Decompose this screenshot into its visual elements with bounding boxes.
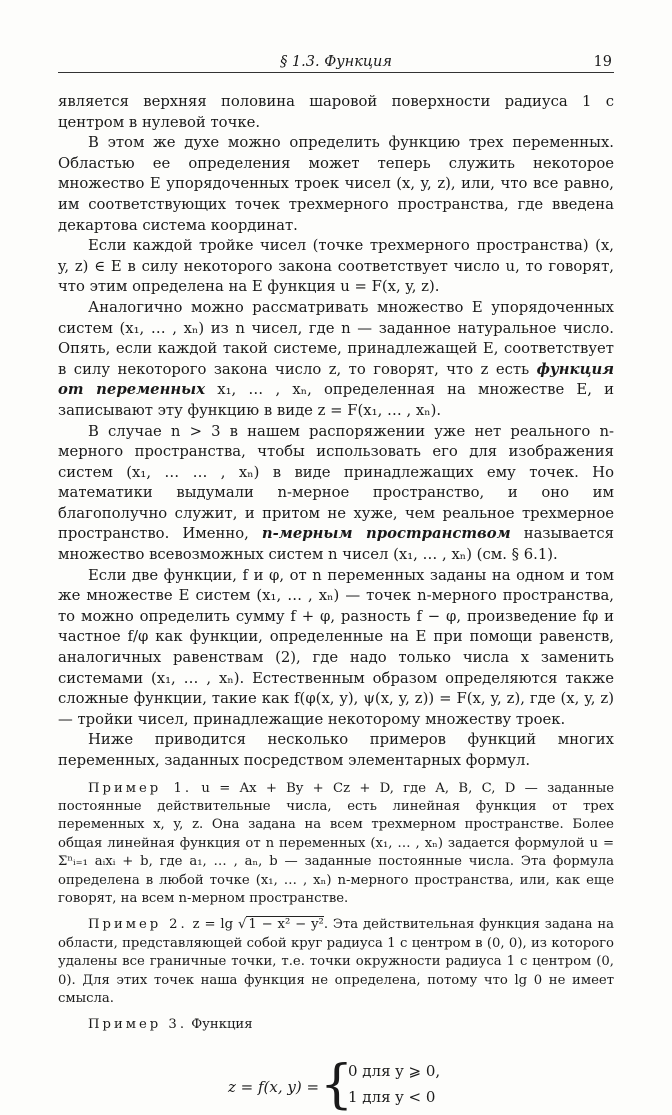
paragraph-text: В случае n > 3 в нашем распоряжении уже нет реального n-мерного пространства, чтобы использовать его для изображения систем (x₁, … … , xₙ) в виде принадлежащих ему точек. Но математики выдумали n-мерное пространство, и оно им благополучно служит, и притом не хуже, чем реальное трехмерное пространство. Именно,	[58, 422, 614, 543]
paragraph: В этом же духе можно определить функцию трех переменных. Областью ее определения может теперь служить некоторое множество E упорядоченных троек чисел (x, y, z), или, что все равно, им соответствующих точек трехмерного пространства, где введена декартова система координат.	[58, 134, 614, 234]
example-label: Пример 3.	[88, 1017, 188, 1033]
page-number: 19	[593, 54, 612, 70]
paragraph: Если две функции, f и φ, от n переменных заданы на одном и том же множестве E систем (x₁, … , xₙ) — точек n-мерного пространства, то можно определить сумму f + φ, разность f − φ, произведение fφ и частное f/φ как функции, определенные на E при помощи равенств, аналогичных равенствам (2), где надо только числа x заменить системами (x₁, … , xₙ). Естественным образом определяются также сложные функции, такие как f(φ(x, y), ψ(x, y, z)) = F(x, y, z), где (x, y, z) — тройки чисел, принадлежащие некоторому множеству троек.	[58, 566, 614, 728]
example-label: Пример 1.	[88, 780, 193, 796]
paragraph: Ниже приводится несколько примеров функций многих переменных, заданных посредством элементарных формул.	[58, 731, 614, 769]
example-2	[58, 916, 614, 1008]
paragraph: является верхняя половина шаровой поверхности радиуса 1 с центром в нулевой точке.	[58, 93, 614, 131]
example-3	[58, 1016, 614, 1034]
example-text: z = lg	[187, 917, 238, 933]
example-1	[58, 780, 614, 909]
paragraph-text: x₁, … , xₙ, определенная на множестве E, и записывают эту функцию в виде z = F(x₁, … , xₙ).	[58, 381, 614, 419]
example-text: . Эта действительная функция задана на области, представляющей собой круг радиуса 1 с центром в (0, 0), из которого удалены все граничные точки, т.е. точки окружности радиуса 1 с центром (0, 0). Для этих точек наша функция не определена, потому что lg 0 не имеет смысла.	[58, 917, 615, 1007]
defined-term: функция от переменных	[58, 360, 614, 399]
section-title: § 1.3. Функция	[280, 54, 392, 70]
equation-case-1: 0 для y ⩾ 0,	[348, 1061, 441, 1080]
page-body	[58, 92, 614, 1113]
example-text: Функция	[187, 1017, 253, 1033]
sqrt-sign: √	[237, 917, 247, 933]
paragraph	[58, 422, 614, 566]
paragraph	[58, 298, 614, 422]
equation-case-2: 1 для y < 0	[348, 1087, 436, 1106]
example-label: Пример 2.	[88, 917, 188, 933]
piecewise-equation	[58, 1054, 614, 1115]
equation-brace: {	[320, 1054, 354, 1115]
running-header	[58, 54, 614, 73]
example-text: u = Ax + By + Cz + D, где A, B, C, D — заданные постоянные действительные числа, есть линейная функция от трех переменных x, y, z. Она задана на всем трехмерном пространстве. Более общая линейная функция от n переменных (x₁, … , xₙ) задается формулой u = Σⁿᵢ₌₁ aᵢxᵢ + b, где a₁, … , aₙ, b — заданные постоянные числа. Эта формула определена в любой точке (x₁, … , xₙ) n-мерного пространства, или, как еще говорят, на всем n-мерном пространстве.	[58, 780, 614, 907]
defined-term: n-мерным пространством	[261, 525, 511, 543]
paragraph-text: Аналогично можно рассматривать множество E упорядоченных систем (x₁, … , xₙ) из n чисел, где n — заданное натуральное число. Опять, если каждой такой системе, принадлежащей E, соответствует в силу некоторого закона число z, то говорят, что z есть	[58, 298, 614, 378]
sqrt-radicand: 1 − x² − y²	[248, 917, 324, 933]
paragraph-text: называется множество всевозможных систем n чисел (x₁, … , xₙ) (см. § 6.1).	[58, 525, 614, 564]
paragraph: Если каждой тройке чисел (точке трехмерного пространства) (x, y, z) ∈ E в силу некоторого закона соответствует число u, то говорят, что этим определена на E функция u = F(x, y, z).	[58, 237, 614, 296]
equation-lhs: z = f(x, y) =	[228, 1077, 320, 1096]
